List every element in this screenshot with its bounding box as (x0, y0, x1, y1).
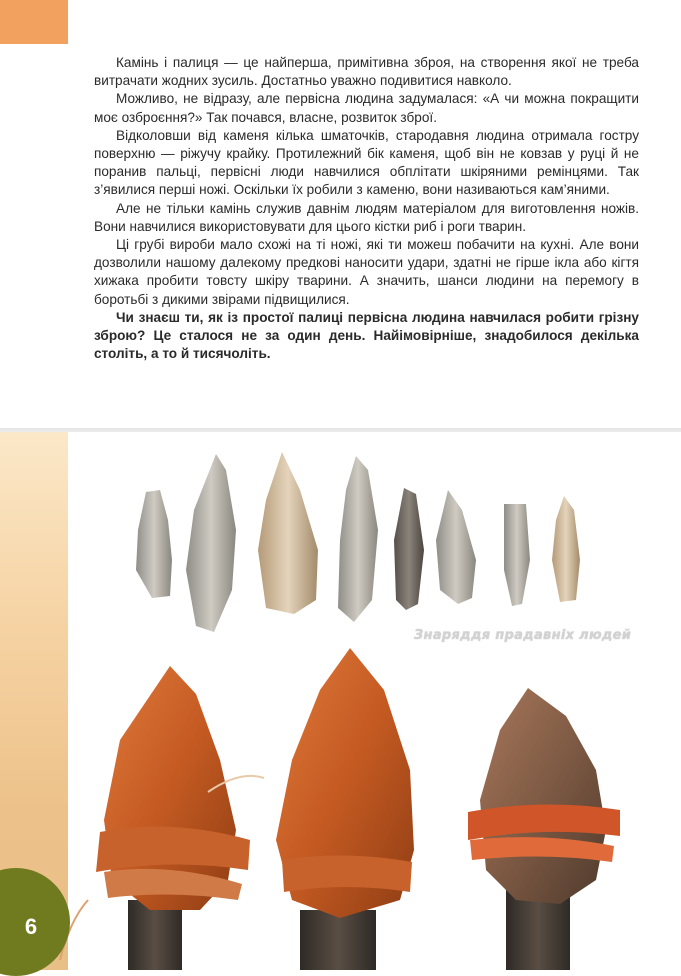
paragraph: Можливо, не відразу, але первісна людина задумалася: «А чи можна покращити моє озброєння?» Так почався, власне, розвиток зброї. (94, 91, 639, 125)
paragraph: Камінь і палиця — це найперша, примітивна зброя, на створення якої не треба витрачати жодних зусиль. Достатньо уважно подивитися навколо. (94, 55, 639, 89)
paragraph: Відколовши від каменя кілька шматочків, стародавня людина отримала гостру поверхню — ріжучу крайку. Протилежний бік каменя, щоб він не ковзав у руці й не поранив пальці, первісні люди навчилися обплітати шкіряними ремінцями. Так з’явилися перші ножі. Оскільки їх робили з каменю, вони називаються кам’яними. (94, 127, 639, 198)
paragraph-question: Чи знаєш ти, як із простої палиці первісна людина навчилася робити грізну зброю? Це сталося не за один день. Найімовірніше, знадобилося декілька століть, а то й тисячоліть. (94, 309, 639, 362)
paragraph: Але не тільки камінь служив давнім людям матеріалом для виготовлення ножів. Вони навчилися використовувати для цього кістки риб і роги тварин. (94, 200, 639, 234)
paragraph: Ці грубі вироби мало схожі на ті ножі, які ти можеш побачити на кухні. Але вони дозволили нашому далекому предкові наносити удари, здатні не гірше ікла або кігтя хижака пробити товсту шкіру тварини. А значить, шанси людини на перемогу в боротьбі з дикими звірами підвищилися. (94, 237, 639, 307)
photo-caption: Знаряддя прадавніх людей (414, 628, 632, 643)
page-number: 6 (24, 914, 38, 939)
